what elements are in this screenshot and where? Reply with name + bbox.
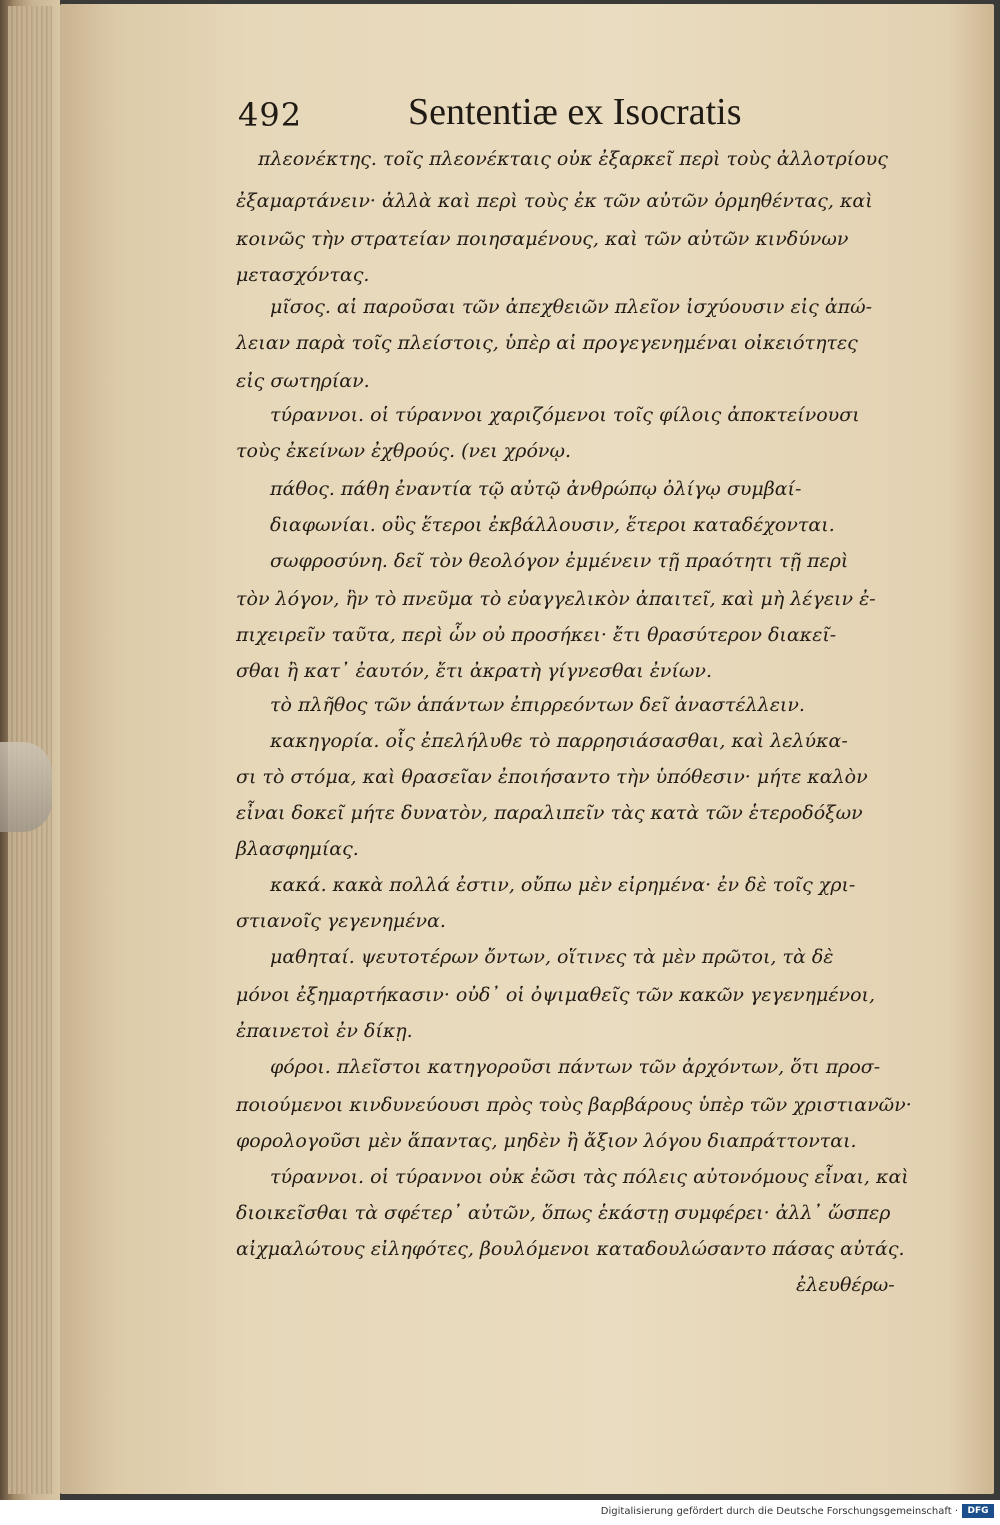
text-line: στιανοῖς γεγενημένα.	[236, 910, 446, 932]
text-line: εἰς σωτηρίαν.	[236, 370, 370, 392]
text-line: μαθηταί. ψευτοτέρων ὄντων, οἵτινες τὰ μὲν πρῶτοι, τὰ δὲ	[270, 946, 834, 968]
text-line: ἐξαμαρτάνειν· ἀλλὰ καὶ περὶ τοὺς ἐκ τῶν αὐτῶν ὁρμηθέντας, καὶ	[236, 190, 873, 212]
text-line: μῖσος. αἱ παροῦσαι τῶν ἀπεχθειῶν πλεῖον ἰσχύουσιν εἰς ἀπώ-	[270, 296, 873, 318]
text-line: ἐπαινετοὶ ἐν δίκῃ.	[236, 1020, 413, 1042]
text-line: φορολογοῦσι μὲν ἅπαντας, μηδὲν ἢ ἄξιον λόγου διαπράττονται.	[236, 1130, 857, 1152]
text-line: κοινῶς τὴν στρατείαν ποιησαμένους, καὶ τῶν αὐτῶν κινδύνων	[236, 228, 849, 250]
text-line: πιχειρεῖν ταῦτα, περὶ ὧν οὐ προσήκει· ἔτι θρασύτερον διακεῖ-	[236, 624, 837, 646]
text-line: τοὺς ἐκείνων ἐχθρούς. (νει χρόνῳ.	[236, 440, 571, 462]
text-line: διαφωνίαι. οὓς ἕτεροι ἐκβάλλουσιν, ἕτεροι καταδέχονται.	[270, 514, 835, 536]
book-clip	[0, 742, 52, 832]
text-line: φόροι. πλεῖστοι κατηγοροῦσι πάντων τῶν ἀρχόντων, ὅτι προσ-	[270, 1056, 881, 1078]
text-line: τὸ πλῆθος τῶν ἁπάντων ἐπιρρεόντων δεῖ ἀναστέλλειν.	[270, 694, 805, 716]
running-head: Sententiæ ex Isocratis	[408, 91, 742, 133]
text-line: βλασφημίας.	[236, 838, 359, 860]
text-line: αἰχμαλώτους εἰληφότες, βουλόμενοι καταδουλώσαντο πάσας αὐτάς.	[236, 1238, 905, 1260]
text-line: πλεονέκτης. τοῖς πλεονέκταις οὐκ ἐξαρκεῖ περὶ τοὺς ἀλλοτρίους	[258, 148, 888, 170]
text-line: μετασχόντας.	[236, 264, 370, 286]
dfg-logo: DFG	[962, 1504, 994, 1518]
text-line: σθαι ἢ κατ᾽ ἐαυτόν, ἔτι ἀκρατὴ γίγνεσθαι ἐνίων.	[236, 660, 712, 682]
text-line: σι τὸ στόμα, καὶ θρασεῖαν ἐποιήσαντο τὴν ὑπόθεσιν· μήτε καλὸν	[236, 766, 868, 788]
text-line: τὸν λόγον, ἣν τὸ πνεῦμα τὸ εὐαγγελικὸν ἀπαιτεῖ, καὶ μὴ λέγειν ἐ-	[236, 588, 876, 610]
footer-credit: Digitalisierung gefördert durch die Deutsche Forschungsgemeinschaft ·	[600, 1506, 958, 1517]
text-line: λειαν παρὰ τοῖς πλείστοις, ὑπὲρ αἱ προγεγενημέναι οἰκειότητες	[236, 332, 858, 354]
text-line: εἶναι δοκεῖ μήτε δυνατὸν, παραλιπεῖν τὰς κατὰ τῶν ἑτεροδόξων	[236, 802, 863, 824]
text-line: ποιούμενοι κινδυνεύουσι πρὸς τοὺς βαρβάρους ὑπὲρ τῶν χριστιανῶν·	[236, 1094, 912, 1116]
catchword: ἐλευθέρω-	[796, 1274, 895, 1296]
text-line: διοικεῖσθαι τὰ σφέτερ᾽ αὐτῶν, ὅπως ἑκάστῃ συμφέρει· ἀλλ᾽ ὥσπερ	[236, 1202, 891, 1224]
page-number: 492	[238, 96, 303, 134]
text-line: κακά. κακὰ πολλά ἐστιν, οὔπω μὲν εἰρημένα· ἐν δὲ τοῖς χρι-	[270, 874, 856, 896]
text-line: πάθος. πάθη ἐναντία τῷ αὐτῷ ἀνθρώπῳ ὀλίγῳ συμβαί-	[270, 478, 802, 500]
text-line: τύραννοι. οἱ τύραννοι χαριζόμενοι τοῖς φίλοις ἀποκτείνουσι	[270, 404, 860, 426]
text-line: τύραννοι. οἱ τύραννοι οὐκ ἐῶσι τὰς πόλεις αὐτονόμους εἶναι, καὶ	[270, 1166, 909, 1188]
text-line: σωφροσύνη. δεῖ τὸν θεολόγον ἐμμένειν τῇ πραότητι τῇ περὶ	[270, 550, 849, 572]
text-line: κακηγορία. οἷς ἐπελήλυθε τὸ παρρησιάσασθαι, καὶ λελύκα-	[270, 730, 848, 752]
text-line: μόνοι ἐξημαρτήκασιν· οὐδ᾽ οἱ ὀψιμαθεῖς τῶν κακῶν γεγενημένοι,	[236, 984, 876, 1006]
